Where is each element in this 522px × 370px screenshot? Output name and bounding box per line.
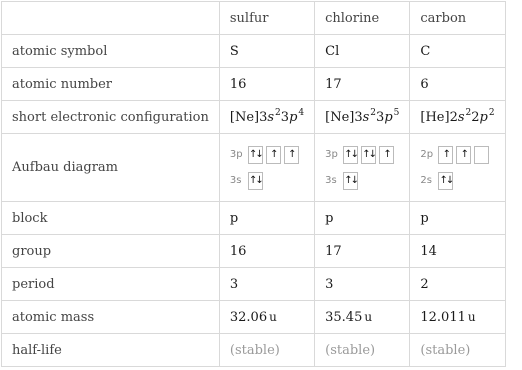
cell-chlorine (315, 301, 410, 334)
config-s-shell: 2 (449, 109, 458, 125)
subshell-label: 3p (325, 149, 338, 160)
config-s-electrons: 2 (465, 107, 472, 118)
column-header-chlorine: chlorine (315, 2, 410, 35)
row-label: atomic symbol (2, 35, 220, 68)
cell-chlorine (315, 101, 410, 134)
row-group (2, 235, 506, 268)
subshell-label: 2s (420, 175, 432, 186)
orbital-letter-p: p (289, 109, 298, 125)
cell-carbon: 2 (410, 268, 505, 301)
row-label: group (2, 235, 220, 268)
cell-carbon: 14 (410, 235, 505, 268)
orbital-letter-s: s (267, 109, 275, 125)
config-p-electrons: 5 (393, 107, 400, 118)
cell-chlorine: Cl (315, 35, 410, 68)
row-atomic-number (2, 68, 506, 101)
s-subshell (420, 172, 494, 190)
config-s-shell: 3 (259, 109, 268, 125)
mass-value: 32.06 (229, 309, 268, 325)
cell-sulfur (219, 101, 314, 134)
config-s-electrons: 2 (370, 107, 377, 118)
row-period (2, 268, 506, 301)
config-p-electrons: 4 (298, 107, 305, 118)
row-atomic-symbol (2, 35, 506, 68)
orbital-box: ↑↓ (361, 146, 376, 164)
row-label: half-life (2, 334, 220, 367)
cell-carbon: p (410, 202, 505, 235)
row-block (2, 202, 506, 235)
column-header-sulfur: sulfur (219, 2, 314, 35)
aufbau-diagram (325, 146, 399, 190)
orbital-box: ↑ (284, 146, 299, 164)
subshell-label: 2p (420, 149, 434, 160)
orbital-box: ↑ (438, 146, 453, 164)
config-core: [Ne] (229, 109, 260, 125)
p-subshell (230, 146, 304, 164)
s-subshell (230, 172, 304, 190)
row-atomic-mass (2, 301, 506, 334)
cell-chlorine: 17 (315, 235, 410, 268)
subshell-label: 3s (325, 175, 337, 186)
orbital-letter-p: p (384, 109, 393, 125)
cell-sulfur: p (219, 202, 314, 235)
p-subshell (420, 146, 494, 164)
header-row (2, 2, 506, 35)
row-configuration (2, 101, 506, 134)
column-header-carbon: carbon (410, 2, 505, 35)
orbital-letter-s: s (457, 109, 465, 125)
cell-carbon: (stable) (410, 334, 505, 367)
orbital-box: ↑↓ (343, 172, 358, 190)
orbital-box: ↑↓ (438, 172, 453, 190)
config-core: [He] (420, 109, 450, 125)
cell-chlorine: (stable) (315, 334, 410, 367)
orbital-letter-p: p (479, 109, 488, 125)
config-p-shell: 2 (471, 109, 480, 125)
cell-sulfur (219, 134, 314, 202)
orbital-box: ↑↓ (343, 146, 358, 164)
row-label: period (2, 268, 220, 301)
mass-value: 12.011 (420, 309, 466, 325)
cell-carbon (410, 101, 505, 134)
orbital-box: ↑ (379, 146, 394, 164)
aufbau-diagram (420, 146, 494, 190)
cell-chlorine: 3 (315, 268, 410, 301)
s-subshell (325, 172, 399, 190)
aufbau-diagram (230, 146, 304, 190)
mass-unit: u (269, 309, 277, 324)
cell-carbon (410, 134, 505, 202)
row-label: atomic mass (2, 301, 220, 334)
subshell-label: 3p (229, 149, 243, 160)
row-aufbau (2, 134, 506, 202)
orbital-letter-s: s (362, 109, 370, 125)
row-label: Aufbau diagram (2, 134, 220, 202)
row-label: block (2, 202, 220, 235)
mass-unit: u (364, 309, 373, 324)
cell-sulfur: 16 (219, 68, 314, 101)
cell-carbon (410, 301, 505, 334)
config-s-electrons: 2 (275, 107, 281, 118)
orbital-box: ↑↓ (248, 172, 263, 190)
mass-unit: u (467, 309, 476, 324)
orbital-box: ↑ (456, 146, 471, 164)
cell-sulfur: 16 (219, 235, 314, 268)
row-label: short electronic configuration (2, 101, 220, 134)
cell-sulfur (219, 301, 314, 334)
element-properties-table (1, 1, 506, 367)
cell-sulfur: 3 (219, 268, 314, 301)
orbital-box (474, 146, 489, 164)
config-p-electrons: 2 (488, 107, 495, 118)
cell-sulfur: S (219, 35, 314, 68)
cell-sulfur: (stable) (219, 334, 314, 367)
config-s-shell: 3 (354, 109, 363, 125)
config-p-shell: 3 (280, 109, 290, 125)
subshell-label: 3s (229, 175, 242, 186)
row-half-life (2, 334, 506, 367)
mass-value: 35.45 (325, 309, 363, 325)
cell-carbon: 6 (410, 68, 505, 101)
orbital-box: ↑ (266, 146, 281, 164)
config-core: [Ne] (325, 109, 355, 125)
config-p-shell: 3 (376, 109, 385, 125)
p-subshell (325, 146, 399, 164)
cell-carbon: C (410, 35, 505, 68)
orbital-box: ↑↓ (248, 146, 263, 164)
cell-chlorine (315, 134, 410, 202)
cell-chlorine: 17 (315, 68, 410, 101)
header-corner (2, 2, 220, 35)
cell-chlorine: p (315, 202, 410, 235)
row-label: atomic number (2, 68, 220, 101)
